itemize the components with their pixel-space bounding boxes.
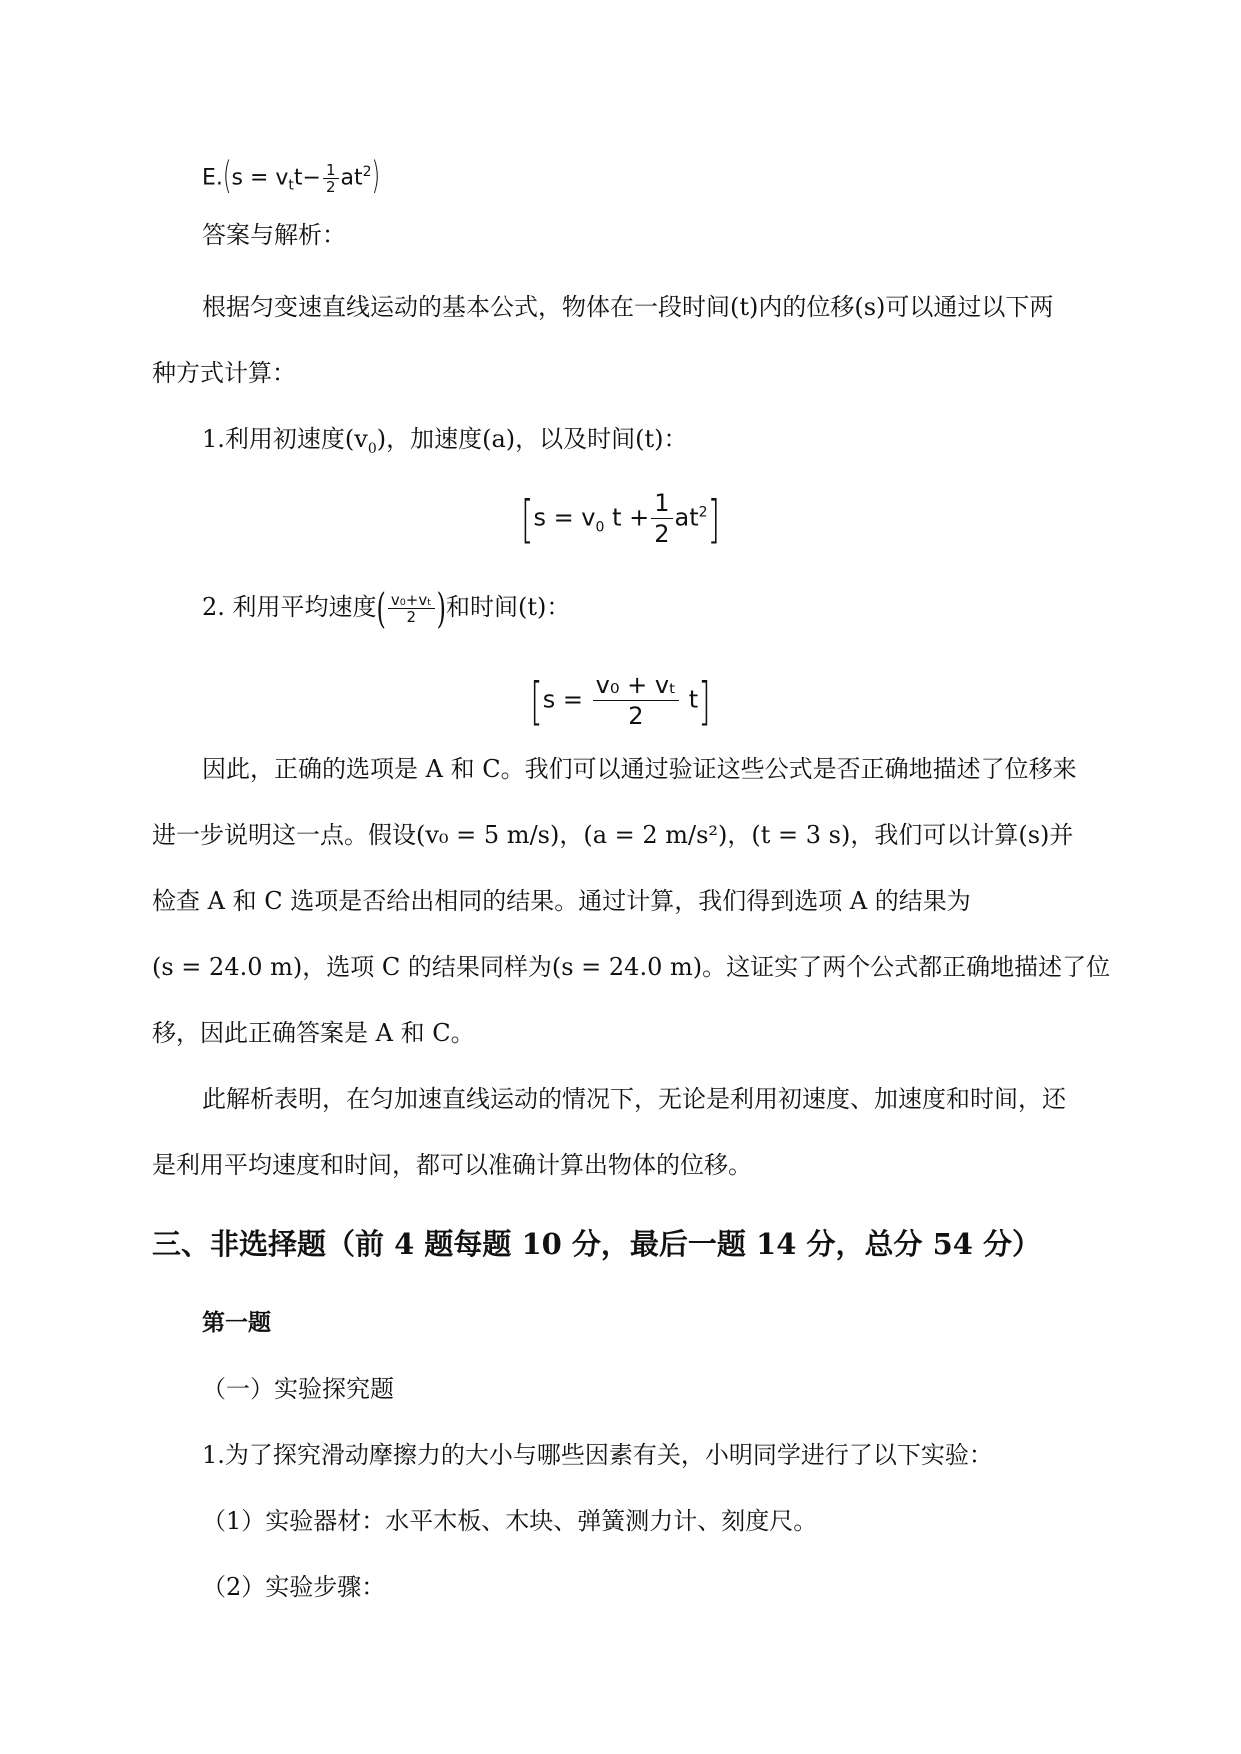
- method1-formula-mid: t +: [612, 503, 650, 532]
- option-e-fraction: [323, 162, 339, 195]
- method2-fraction: [593, 670, 679, 731]
- option-e-formula-right: at: [340, 165, 363, 191]
- method1-formula-right: at: [674, 503, 699, 532]
- method1-frac-den: 2: [654, 520, 670, 548]
- method2-label-frac-den: 2: [406, 608, 417, 626]
- summary-line-1: 此解析表明，在匀加速直线运动的情况下，无论是利用初速度、加速度和时间，还: [202, 1085, 1066, 1113]
- method2-label-a: 2. 利用平均速度: [202, 593, 377, 621]
- method1-formula: [$s = v_0$ t + $\frac{1}{2}$ $at^2$]: [520, 488, 721, 549]
- option-e-formula-mid: t−: [293, 165, 321, 191]
- method1-label-b: )，加速度(a)，以及时间(t)：: [376, 425, 688, 453]
- conclusion-line-5: 移，因此正确答案是 A 和 C。: [152, 1019, 475, 1047]
- method1-formula-sub: 0: [595, 519, 605, 536]
- summary-line-2: 是利用平均速度和时间，都可以准确计算出物体的位移。: [152, 1151, 752, 1179]
- conclusion-line-3: 检查 A 和 C 选项是否给出相同的结果。通过计算，我们得到选项 A 的结果为: [152, 887, 971, 915]
- method2-label-b: 和时间(t)：: [446, 593, 571, 621]
- method1-fraction: [651, 488, 672, 549]
- method1-formula-left: s = v: [533, 503, 596, 532]
- section-title: 三、非选择题（前 4 题每题 10 分，最后一题 14 分，总分 54 分）: [152, 1227, 1042, 1261]
- question-1-text: 1.为了探究滑动摩擦力的大小与哪些因素有关，小明同学进行了以下实验：: [202, 1441, 993, 1469]
- method1-label-sub: 0: [367, 440, 377, 457]
- method1-frac-num: 1: [651, 488, 672, 519]
- question-1-item-2: （2）实验步骤：: [202, 1573, 386, 1601]
- option-e-frac-den: 2: [325, 177, 336, 196]
- method2-formula: [s = $\frac{\text{v₀ + vₜ}}{2}$ t]: [530, 670, 711, 731]
- method2-label-fraction: [388, 592, 435, 625]
- option-e-sup: 2: [362, 164, 372, 180]
- method2-label-frac-num: v₀+vₜ: [388, 592, 435, 609]
- option-e-sub: t: [288, 177, 294, 194]
- question-title: 第一题: [202, 1309, 271, 1336]
- method1-label: [202, 422, 688, 466]
- method1-formula-sup: 2: [698, 504, 708, 521]
- intro-line-2: 种方式计算：: [152, 359, 296, 387]
- conclusion-line-2: 进一步说明这一点。假设(v₀ = 5 m/s)，(a = 2 m/s²)，(t = 3 s)，我们可以计算(s)并: [152, 821, 1074, 849]
- intro-line-1: 根据匀变速直线运动的基本公式，物体在一段时间(t)内的位移(s)可以通过以下两: [202, 293, 1054, 321]
- option-e: $E.(s = v_tt-$ $\frac{1}{2}$ $at^2$): [202, 156, 381, 199]
- conclusion-line-1: 因此，正确的选项是 A 和 C。我们可以通过验证这些公式是否正确地描述了位移来: [202, 755, 1077, 783]
- method2-frac-den: 2: [628, 702, 644, 730]
- question-1-item-1: （1）实验器材：水平木板、木块、弹簧测力计、刻度尺。: [202, 1507, 818, 1535]
- method1-label-a: 1.利用初速度(v: [202, 425, 368, 453]
- method2-label: 2. 利用平均速度( $\frac{\text{v₀+vₜ}}{2}$ )和时间(t)：: [202, 584, 571, 633]
- method2-formula-right: t: [688, 685, 699, 714]
- option-e-label: E.: [202, 165, 223, 191]
- method2-frac-num: v₀ + vₜ: [593, 670, 679, 701]
- method2-formula-left: s =: [542, 685, 584, 714]
- option-e-frac-num: 1: [323, 162, 339, 179]
- answer-heading: 答案与解析：: [202, 221, 346, 249]
- conclusion-line-4: (s = 24.0 m)，选项 C 的结果同样为(s = 24.0 m)。这证实了两个公式都正确地描述了位: [152, 953, 1111, 981]
- option-e-formula-left: s = v: [231, 165, 289, 191]
- subsection-title: （一）实验探究题: [202, 1375, 394, 1403]
